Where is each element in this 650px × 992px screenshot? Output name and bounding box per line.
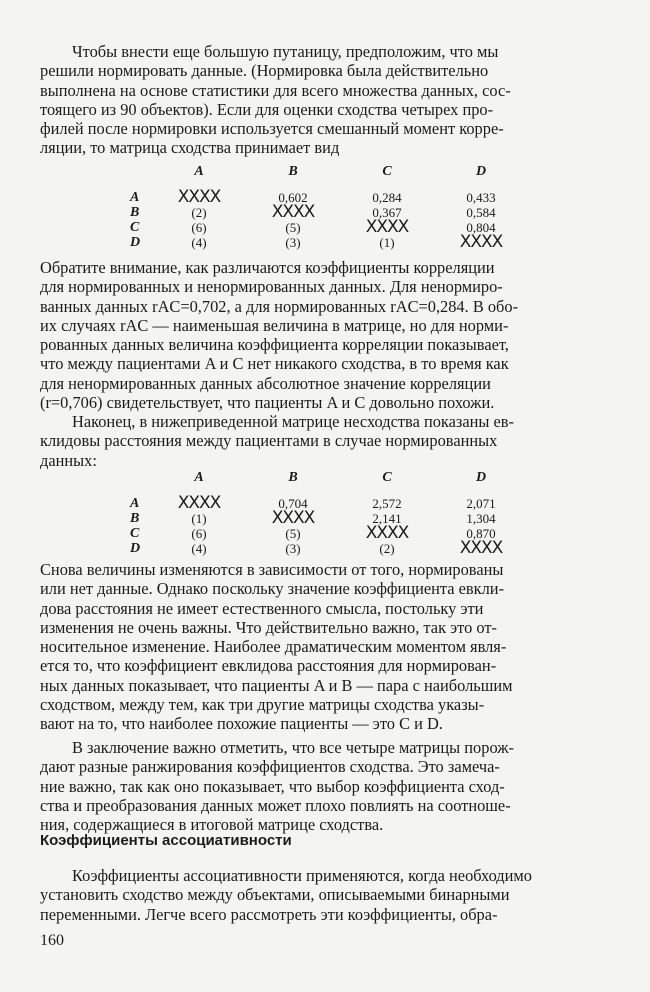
matrix-cell: 2,572: [372, 496, 402, 511]
matrix-cell: 0,602: [278, 190, 308, 205]
matrix-cell: (6): [191, 220, 207, 235]
matrix-col-header: D: [475, 164, 487, 179]
text-line: для ненормированных данных абсолютное значение корреляции: [40, 373, 491, 393]
text-line: (r=0,706) свидетельствует, что пациенты A и C довольно похожи.: [40, 393, 495, 413]
matrix-row-label: D: [130, 541, 141, 556]
matrix-cell: XXXX: [271, 202, 315, 222]
text-line: дают разные ранжирования коэффициентов сходства. Это замеча-: [40, 757, 500, 777]
matrix-col-header: A: [194, 470, 204, 485]
matrix-cell: XXXX: [177, 493, 221, 513]
matrix-row-label: A: [130, 496, 140, 511]
matrix-cell: (2): [191, 205, 207, 220]
text-line: Снова величины изменяются в зависимости от того, нормированы: [40, 560, 504, 579]
paragraph-6: [40, 866, 602, 924]
text-line: ния, содержащиеся в итоговой матрице сходства.: [40, 815, 384, 835]
similarity-matrix-correlation: [130, 164, 528, 250]
text-line: изменения не очень важны. Что действительно важно, так это от-: [40, 617, 498, 637]
text-line: ется то, что коэффициент евклидова расстояния для нормирован-: [40, 656, 497, 676]
matrix-row-label: B: [130, 511, 140, 526]
matrix-cell: XXXX: [271, 508, 315, 528]
matrix-row-label: A: [130, 190, 140, 205]
text-line: филей после нормировки используется смешанный момент корре-: [40, 119, 504, 139]
matrix-cell: 2,141: [372, 511, 402, 526]
matrix-row-label: C: [130, 220, 140, 235]
matrix-cell: XXXX: [365, 217, 409, 237]
matrix-cell: (4): [191, 235, 207, 250]
text-line: данных:: [40, 450, 97, 470]
text-line: рованных данных величина коэффициента корреляции показывает,: [40, 335, 509, 355]
matrix-cell: (1): [191, 511, 207, 526]
text-line: ных данных показывает, что пациенты A и B — пара с наибольшим: [40, 675, 513, 695]
text-line: их случаях rAC — наименьшая величина в матрице, но для норми-: [40, 315, 509, 335]
matrix-cell: XXXX: [459, 232, 503, 252]
matrix-row: [130, 205, 528, 220]
section-heading: Коэффициенты ассоциативности: [40, 832, 292, 849]
text-line: что между пациентами A и C нет никакого сходства, в то время как: [40, 354, 509, 374]
text-line: ляции, то матрица сходства принимает вид: [40, 138, 340, 158]
matrix-cell: 0,433: [466, 190, 496, 205]
matrix-cell: 2,071: [466, 496, 496, 511]
text-line: клидовы расстояния между пациентами в случае нормированных: [40, 431, 498, 451]
text-line: ванных данных rAC=0,702, а для нормированных rAC=0,284. В обо-: [40, 296, 519, 316]
matrix-cell: (4): [191, 541, 207, 556]
matrix-col-header: B: [288, 164, 298, 179]
matrix-col-header: C: [382, 164, 392, 179]
text-line: Наконец, в нижеприведенной матрице несходства показаны ев-: [72, 412, 515, 431]
text-line: для нормированных и ненормированных данных. Для ненормиро-: [40, 277, 503, 297]
matrix-cell: (5): [285, 220, 301, 235]
text-line: сходством, между тем, как три другие матрицы сходства указы-: [40, 695, 485, 715]
dissimilarity-matrix-euclidean: [130, 470, 528, 556]
text-line: переменными. Легче всего рассмотреть эти коэффициенты, обра-: [40, 904, 498, 924]
matrix-cell: (2): [379, 541, 395, 556]
text-line: или нет данные. Однако поскольку значение коэффициента евкли-: [40, 579, 505, 599]
matrix-cell: XXXX: [365, 523, 409, 543]
matrix-cell: (1): [379, 235, 395, 250]
text-line: ние важно, так как оно показывает, что выбор коэффициента сход-: [40, 776, 505, 796]
text-line: тоящего из 90 объектов). Если для оценки сходства четырех про-: [40, 99, 494, 119]
text-line: ства и преобразования данных может плохо повлиять на соотноше-: [40, 795, 511, 815]
paragraph-4: [40, 560, 602, 734]
matrix-cell: (3): [285, 541, 301, 556]
matrix-row-label: C: [130, 526, 140, 541]
matrix-row: [130, 511, 528, 526]
matrix-cell: 0,870: [466, 526, 496, 541]
text-line: вают на то, что наиболее похожие пациенты — это C и D.: [40, 714, 443, 734]
page-number: 160: [40, 932, 64, 949]
matrix-cell: (6): [191, 526, 207, 541]
text-line: дова расстояния не имеет естественного смысла, постольку эти: [40, 598, 484, 618]
matrix-row-label: B: [130, 205, 140, 220]
matrix-row: [130, 235, 528, 250]
matrix-cell: 0,584: [466, 205, 496, 220]
matrix-row-label: D: [130, 235, 141, 250]
text-line: решили нормировать данные. (Нормировка была действительно: [40, 61, 489, 81]
paragraph-5: [40, 738, 602, 834]
text-line: выполнена на основе статистики для всего множества данных, сос-: [40, 80, 511, 100]
paragraph-2: [40, 258, 602, 412]
text-line: Чтобы внести еще большую путаницу, предположим, что мы: [72, 42, 499, 61]
matrix-cell: 0,704: [278, 496, 308, 511]
matrix-cell: 1,304: [466, 511, 496, 526]
matrix-row: [130, 190, 528, 205]
matrix-cell: (3): [285, 235, 301, 250]
matrix-row: [130, 496, 528, 511]
text-line: Обратите внимание, как различаются коэффициенты корреляции: [40, 258, 495, 277]
text-line: установить сходство между объектами, описываемыми бинарными: [40, 885, 510, 905]
paragraph-1: [40, 42, 602, 158]
matrix-row: [130, 541, 528, 556]
matrix-col-header: C: [382, 470, 392, 485]
matrix-cell: 0,367: [372, 205, 402, 220]
text-line: носительное изменение. Наиболее драматическим моментом явля-: [40, 637, 507, 657]
text-line: Коэффициенты ассоциативности применяются, когда необходимо: [72, 866, 532, 885]
matrix-col-header: A: [194, 164, 204, 179]
matrix-cell: (5): [285, 526, 301, 541]
matrix-col-header: B: [288, 470, 298, 485]
text-line: В заключение важно отметить, что все четыре матрицы порож-: [72, 738, 515, 757]
matrix-col-header: D: [475, 470, 487, 485]
matrix-cell: 0,284: [372, 190, 402, 205]
matrix-cell: 0,804: [466, 220, 496, 235]
matrix-cell: XXXX: [177, 187, 221, 207]
matrix-cell: XXXX: [459, 538, 503, 558]
paragraph-3: [40, 412, 602, 470]
